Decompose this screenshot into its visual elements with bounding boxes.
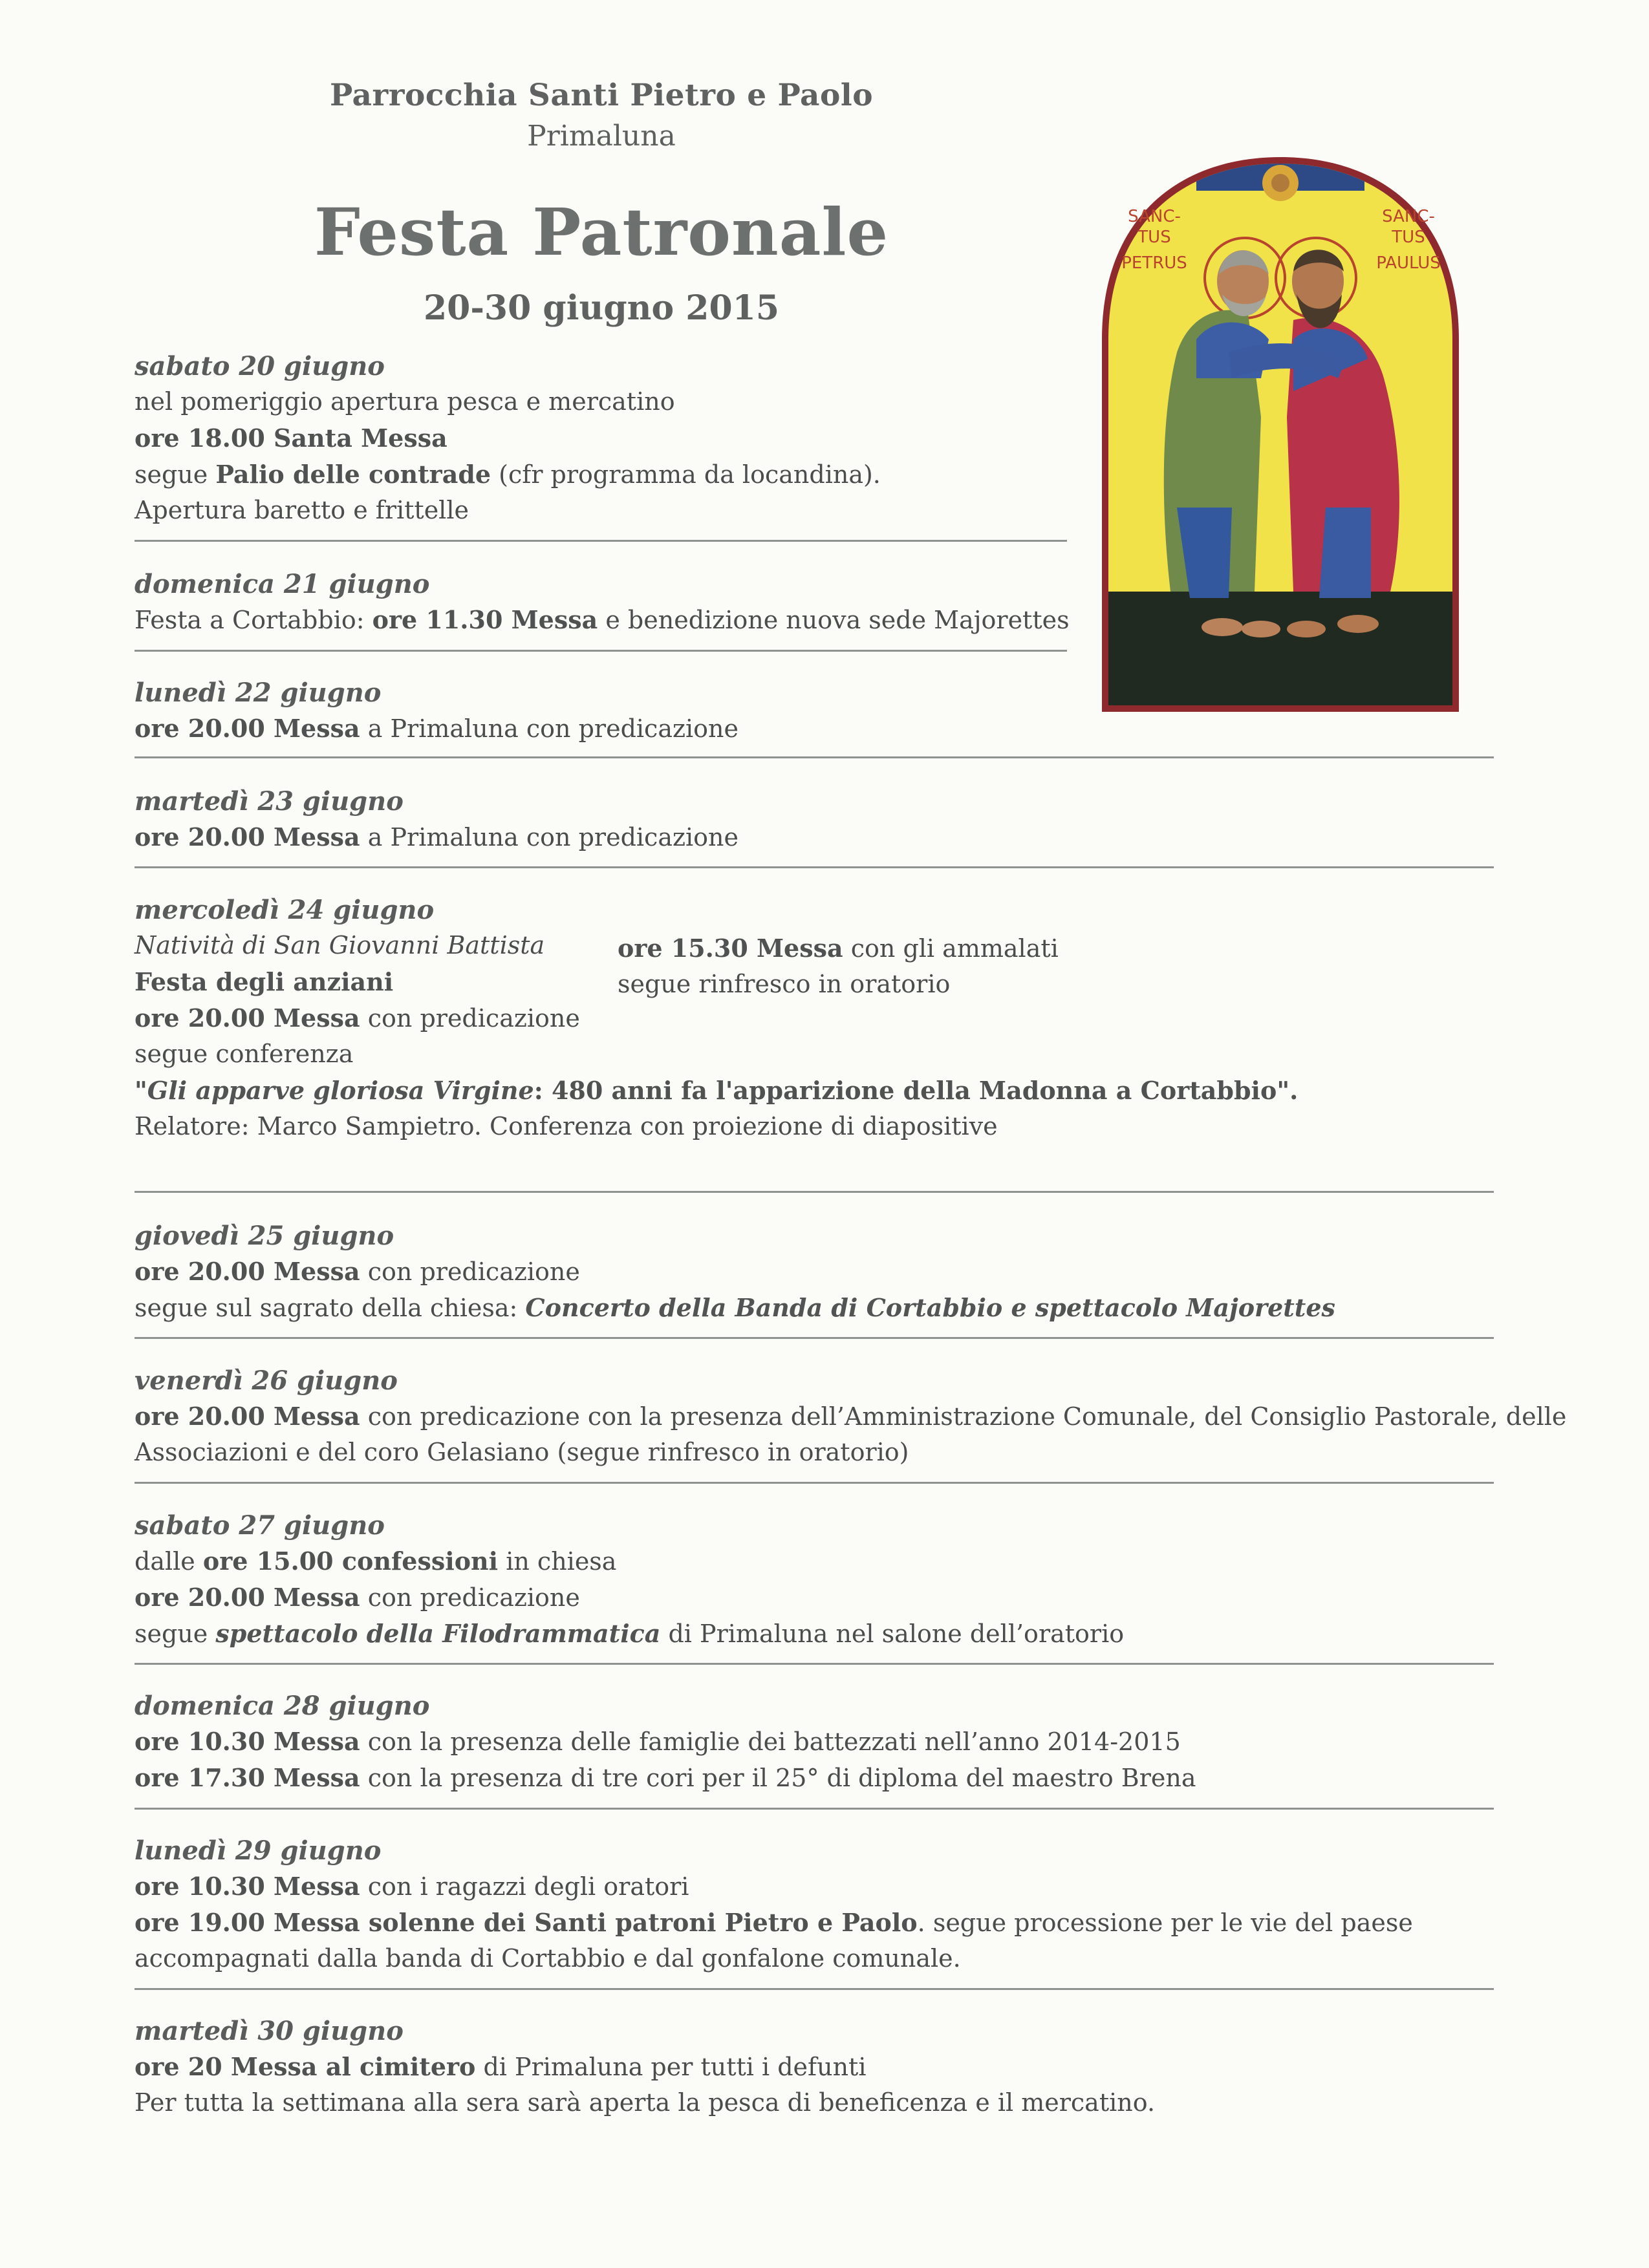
text-run: Festa a Cortabbio: [135,606,372,634]
text-run: Palio delle contrade [215,460,491,489]
program-line [135,1257,580,1286]
icon-label-left-1: SANC- [1128,207,1181,226]
text-run: . segue processione per le vie del paese [917,1909,1413,1937]
text-run: ore 20.00 Messa [135,714,360,743]
program-line [135,714,738,743]
text-run: ore 20.00 Messa [135,1583,360,1612]
program-line [135,1727,1181,1756]
program-line [135,822,738,851]
section-divider [135,1337,1494,1339]
day-heading: lunedì 22 giugno [135,678,382,708]
text-run: in chiesa [498,1547,617,1576]
section-divider [135,1988,1494,1990]
text-run: a Primaluna con predicazione [360,823,739,851]
text-run: ore 11.30 Messa [372,605,598,634]
program-line [135,1763,1196,1792]
text-run: e benedizione nuova sede Majorettes [598,606,1070,634]
text-run: Natività di San Giovanni Battista [135,931,545,959]
text-run: Concerto della Banda di Cortabbio e spettacolo Majorettes [525,1293,1335,1322]
text-run: dalle [135,1547,203,1576]
text-run: con i ragazzi degli oratori [360,1872,689,1901]
text-run: "Gli apparve gloriosa Virgine [135,1076,534,1105]
program-line [135,605,1070,634]
program-line [135,1293,1335,1322]
section-divider [135,756,1494,758]
day-heading: sabato 20 giugno [135,351,385,381]
program-line [135,1944,961,1973]
icon-label-left-2: TUS [1137,228,1171,247]
text-run: accompagnati dalla banda di Cortabbio e dal gonfalone comunale. [135,1944,961,1973]
section-divider [135,1663,1494,1665]
text-run: Relatore: Marco Sampietro. Conferenza con proiezione di diapositive [135,1112,998,1140]
program-side-line [618,934,1059,963]
text-run: con gli ammalati [843,934,1059,963]
section-divider [135,540,1067,542]
text-run: segue [135,1620,216,1648]
program-line [135,460,881,489]
text-run: : 480 anni fa l'apparizione della Madonna a Cortabbio". [534,1076,1299,1105]
program-line [135,496,469,524]
program-line [135,1546,616,1576]
text-run: segue [135,460,216,489]
text-run: ore 17.30 Messa [135,1763,360,1792]
text-run: a Primaluna con predicazione [360,714,739,743]
text-run: ore 20.00 Messa [135,1402,360,1431]
day-heading: giovedì 25 giugno [135,1221,394,1251]
text-run: con predicazione [360,1583,580,1612]
program-line [135,2088,1155,2117]
text-run: di Primaluna nel salone dell’oratorio [660,1620,1125,1648]
town-name: Primaluna [527,120,676,153]
text-run: ore 20.00 Messa [135,1003,360,1032]
saints-icon-image [1099,145,1461,714]
text-run: Per tutta la settimana alla sera sarà aperta la pesca di beneficenza e il mercatino. [135,2088,1156,2117]
program-line [135,1040,353,1068]
day-heading: sabato 27 giugno [135,1510,385,1541]
page-title: Festa Patronale [314,194,889,270]
section-divider [135,1808,1494,1810]
icon-label-right-2: TUS [1392,228,1425,247]
text-run: ore 10.30 Messa [135,1872,360,1901]
text-run: ore 19.00 Messa solenne dei Santi patroni Pietro e Paolo [135,1908,918,1937]
day-heading: lunedì 29 giugno [135,1835,382,1866]
day-heading: domenica 28 giugno [135,1691,430,1721]
program-line [135,387,675,416]
text-run: segue conferenza [135,1040,354,1068]
program-line [135,1619,1124,1648]
section-divider [135,1191,1494,1193]
icon-label-right-3: PAULUS [1376,253,1441,273]
program-line [135,1003,580,1032]
day-heading: domenica 21 giugno [135,569,430,599]
program-line [135,1908,1413,1937]
text-run: ore 20.00 Messa [135,822,360,851]
parish-name: Parrocchia Santi Pietro e Paolo [329,78,874,113]
text-run: ore 10.30 Messa [135,1727,360,1756]
day-heading: mercoledì 24 giugno [135,895,435,925]
icon-label-left-3: PETRUS [1121,253,1187,273]
text-run: con predicazione con la presenza dell’Amministrazione Comunale, del Consiglio Pastorale, delle [360,1402,1567,1431]
text-run: spettacolo della Filodrammatica [215,1619,661,1648]
section-divider [135,866,1494,868]
text-run: segue rinfresco in oratorio [618,970,951,998]
text-run: con la presenza delle famiglie dei battezzati nell’anno 2014-2015 [360,1728,1181,1756]
festival-dates: 20-30 giugno 2015 [423,288,779,328]
text-run: con predicazione [360,1004,580,1032]
text-run: ore 15.30 Messa [618,934,843,963]
day-heading: venerdì 26 giugno [135,1365,398,1396]
program-side-line [618,970,950,998]
text-run: Festa degli anziani [135,967,394,996]
program-line [135,1872,689,1901]
program-line [135,1438,909,1466]
section-divider [135,1482,1494,1484]
text-run: ore 18.00 Santa Messa [135,423,447,453]
text-run: ore 20 Messa al cimitero [135,2052,476,2081]
program-line [135,423,447,453]
text-run: di Primaluna per tutti i defunti [475,2053,867,2081]
program-line [135,1076,1298,1105]
section-divider [135,650,1067,652]
text-run: segue sul sagrato della chiesa: [135,1294,526,1322]
program-line [135,1583,580,1612]
program-line [135,1402,1566,1431]
text-run: Apertura baretto e frittelle [135,496,469,524]
day-heading: martedì 30 giugno [135,2016,404,2046]
text-run: ore 15.00 confessioni [202,1546,499,1576]
text-run: (cfr programma da locandina). [491,460,881,489]
program-line [135,931,544,959]
text-run: con la presenza di tre cori per il 25° di diploma del maestro Brena [360,1764,1196,1792]
text-run: con predicazione [360,1257,580,1286]
text-run: nel pomeriggio apertura pesca e mercatino [135,387,675,416]
program-line [135,967,393,996]
program-line [135,2052,866,2081]
icon-label-right-1: SANC- [1382,207,1435,226]
text-run: Associazioni e del coro Gelasiano (segue rinfresco in oratorio) [135,1438,909,1466]
day-heading: martedì 23 giugno [135,786,404,817]
text-run: ore 20.00 Messa [135,1257,360,1286]
program-line [135,1112,998,1140]
